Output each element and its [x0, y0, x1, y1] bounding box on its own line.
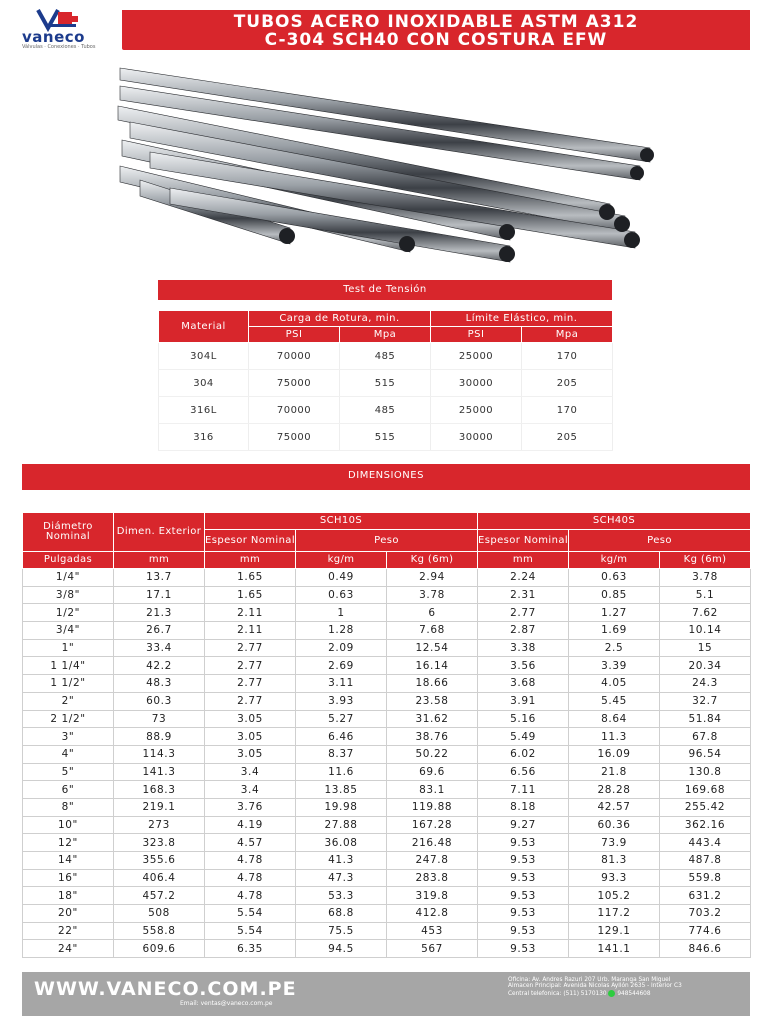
table-cell: 117.2 [569, 905, 660, 923]
email-link[interactable]: Email: ventas@vaneco.com.pe [180, 1000, 273, 1007]
header-material: Material [159, 311, 249, 343]
table-cell: 3.38 [478, 639, 569, 657]
table-cell: 70000 [249, 397, 340, 424]
table-cell: 75.5 [296, 922, 387, 940]
table-cell: 169.68 [660, 781, 751, 799]
table-cell: 3.76 [205, 798, 296, 816]
tension-row [159, 424, 613, 451]
table-cell: 2.11 [205, 604, 296, 622]
table-cell: 2.31 [478, 586, 569, 604]
table-cell: 13.85 [296, 781, 387, 799]
dimension-row [23, 675, 751, 693]
table-cell: 18.66 [387, 675, 478, 693]
table-cell: 9.53 [478, 905, 569, 923]
table-cell: 21.8 [569, 763, 660, 781]
table-cell: 10.14 [660, 622, 751, 640]
table-cell: 33.4 [114, 639, 205, 657]
table-cell: 412.8 [387, 905, 478, 923]
table-cell: 609.6 [114, 940, 205, 958]
table-cell: 170 [522, 397, 613, 424]
table-cell: 8" [23, 798, 114, 816]
table-cell: 167.28 [387, 816, 478, 834]
table-cell: 32.7 [660, 692, 751, 710]
table-cell: 16.14 [387, 657, 478, 675]
phone-number: Central telefonica: (511) 5170130 [508, 990, 607, 997]
tension-title: Test de Tensión [158, 280, 612, 300]
table-cell: 114.3 [114, 745, 205, 763]
table-cell: 3.4 [205, 781, 296, 799]
table-cell: 355.6 [114, 852, 205, 870]
table-cell: 1.69 [569, 622, 660, 640]
table-cell: 0.49 [296, 569, 387, 587]
tension-row [159, 370, 613, 397]
table-cell: 4.19 [205, 816, 296, 834]
table-cell: 12.54 [387, 639, 478, 657]
table-cell: 5.49 [478, 728, 569, 746]
table-cell: 3.11 [296, 675, 387, 693]
table-cell: 7.11 [478, 781, 569, 799]
phone-line [508, 990, 748, 997]
table-cell: 2.09 [296, 639, 387, 657]
table-cell: 9.53 [478, 940, 569, 958]
table-cell: 60.36 [569, 816, 660, 834]
dimension-row [23, 569, 751, 587]
table-cell: 4.78 [205, 869, 296, 887]
table-cell: 443.4 [660, 834, 751, 852]
table-cell: 3/8" [23, 586, 114, 604]
table-cell: 2.77 [205, 639, 296, 657]
table-cell: 362.16 [660, 816, 751, 834]
table-cell: 4.57 [205, 834, 296, 852]
table-cell: 205 [522, 424, 613, 451]
table-cell: 9.53 [478, 922, 569, 940]
header-limite: Límite Elástico, min. [431, 311, 613, 327]
header-psi: PSI [249, 327, 340, 343]
table-cell: 31.62 [387, 710, 478, 728]
sub-kgm: kg/m [296, 552, 387, 569]
table-cell: 93.3 [569, 869, 660, 887]
table-cell: 508 [114, 905, 205, 923]
table-cell: 94.5 [296, 940, 387, 958]
table-cell: 9.53 [478, 887, 569, 905]
header-mpa: Mpa [340, 327, 431, 343]
table-cell: 23.58 [387, 692, 478, 710]
table-cell: 2.77 [205, 675, 296, 693]
table-cell: 457.2 [114, 887, 205, 905]
header-dimen: Dimen. Exterior [114, 513, 205, 552]
table-cell: 0.85 [569, 586, 660, 604]
table-cell: 48.3 [114, 675, 205, 693]
table-cell: 3.56 [478, 657, 569, 675]
dimension-row [23, 869, 751, 887]
table-cell: 6.02 [478, 745, 569, 763]
sub-mm: mm [478, 552, 569, 569]
table-cell: 7.62 [660, 604, 751, 622]
table-cell: 70000 [249, 343, 340, 370]
dimension-row [23, 905, 751, 923]
table-cell: 73.9 [569, 834, 660, 852]
table-cell: 17.1 [114, 586, 205, 604]
table-cell: 2 1/2" [23, 710, 114, 728]
whatsapp-icon [608, 990, 615, 997]
dimension-row [23, 763, 751, 781]
table-cell: 1 1/2" [23, 675, 114, 693]
table-cell: 141.3 [114, 763, 205, 781]
table-cell: 2.11 [205, 622, 296, 640]
table-cell: 0.63 [569, 569, 660, 587]
table-cell: 11.3 [569, 728, 660, 746]
sub-mm: mm [205, 552, 296, 569]
tension-rows [159, 343, 613, 451]
table-cell: 1/4" [23, 569, 114, 587]
table-cell: 3.05 [205, 728, 296, 746]
table-cell: 316 [159, 424, 249, 451]
table-cell: 1 1/4" [23, 657, 114, 675]
table-cell: 255.42 [660, 798, 751, 816]
table-cell: 9.53 [478, 834, 569, 852]
table-cell: 16" [23, 869, 114, 887]
dimension-row [23, 586, 751, 604]
table-cell: 67.8 [660, 728, 751, 746]
table-cell: 5.54 [205, 922, 296, 940]
table-cell: 130.8 [660, 763, 751, 781]
table-cell: 1.65 [205, 569, 296, 587]
title-line-1: TUBOS ACERO INOXIDABLE ASTM A312 [233, 12, 639, 32]
table-cell: 846.6 [660, 940, 751, 958]
dimension-row [23, 604, 751, 622]
dimension-row [23, 710, 751, 728]
table-cell: 11.6 [296, 763, 387, 781]
table-cell: 16.09 [569, 745, 660, 763]
table-cell: 20.34 [660, 657, 751, 675]
table-cell: 24.3 [660, 675, 751, 693]
table-cell: 2.5 [569, 639, 660, 657]
whatsapp-number: 948544608 [617, 990, 651, 997]
table-cell: 170 [522, 343, 613, 370]
table-cell: 2.77 [205, 692, 296, 710]
table-cell: 9.53 [478, 869, 569, 887]
table-cell: 703.2 [660, 905, 751, 923]
table-cell: 129.1 [569, 922, 660, 940]
table-cell: 3.93 [296, 692, 387, 710]
table-cell: 3/4" [23, 622, 114, 640]
header-peso: Peso [569, 530, 751, 552]
table-cell: 219.1 [114, 798, 205, 816]
table-cell: 1.28 [296, 622, 387, 640]
table-cell: 15 [660, 639, 751, 657]
header-peso: Peso [296, 530, 478, 552]
table-cell: 24" [23, 940, 114, 958]
table-cell: 6 [387, 604, 478, 622]
sub-mm: mm [114, 552, 205, 569]
table-cell: 485 [340, 397, 431, 424]
table-cell: 2.24 [478, 569, 569, 587]
table-cell: 5.54 [205, 905, 296, 923]
dimension-row [23, 728, 751, 746]
table-cell: 406.4 [114, 869, 205, 887]
dimension-row [23, 745, 751, 763]
header-carga: Carga de Rotura, min. [249, 311, 431, 327]
table-cell: 47.3 [296, 869, 387, 887]
table-cell: 8.18 [478, 798, 569, 816]
table-cell: 316L [159, 397, 249, 424]
logo-wordmark: vaneco [22, 28, 85, 46]
table-cell: 304 [159, 370, 249, 397]
dimension-row [23, 887, 751, 905]
table-cell: 247.8 [387, 852, 478, 870]
sub-kg6m: Kg (6m) [387, 552, 478, 569]
table-cell: 141.1 [569, 940, 660, 958]
pipes-photo [110, 56, 658, 268]
table-cell: 36.08 [296, 834, 387, 852]
table-cell: 2.94 [387, 569, 478, 587]
table-cell: 515 [340, 370, 431, 397]
table-cell: 6.56 [478, 763, 569, 781]
header-espesor: Espesor Nominal [205, 530, 296, 552]
table-cell: 558.8 [114, 922, 205, 940]
table-cell: 5.16 [478, 710, 569, 728]
table-cell: 1/2" [23, 604, 114, 622]
table-cell: 51.84 [660, 710, 751, 728]
table-cell: 5.27 [296, 710, 387, 728]
table-cell: 60.3 [114, 692, 205, 710]
table-cell: 2.77 [478, 604, 569, 622]
dimension-row [23, 657, 751, 675]
dimension-row [23, 798, 751, 816]
table-cell: 6.35 [205, 940, 296, 958]
table-cell: 12" [23, 834, 114, 852]
table-cell: 5.1 [660, 586, 751, 604]
table-cell: 4" [23, 745, 114, 763]
table-cell: 21.3 [114, 604, 205, 622]
tension-row [159, 343, 613, 370]
table-cell: 27.88 [296, 816, 387, 834]
table-cell: 4.05 [569, 675, 660, 693]
table-cell: 9.27 [478, 816, 569, 834]
table-cell: 4.78 [205, 852, 296, 870]
tension-table [158, 310, 613, 451]
table-cell: 25000 [431, 343, 522, 370]
table-cell: 81.3 [569, 852, 660, 870]
table-cell: 3" [23, 728, 114, 746]
table-cell: 3.91 [478, 692, 569, 710]
dimension-row [23, 781, 751, 799]
table-cell: 19.98 [296, 798, 387, 816]
table-cell: 14" [23, 852, 114, 870]
table-cell: 774.6 [660, 922, 751, 940]
table-cell: 453 [387, 922, 478, 940]
table-cell: 119.88 [387, 798, 478, 816]
table-cell: 8.64 [569, 710, 660, 728]
header-sch40: SCH40S [478, 513, 751, 530]
dimension-row [23, 639, 751, 657]
table-cell: 205 [522, 370, 613, 397]
table-cell: 0.63 [296, 586, 387, 604]
table-cell: 53.3 [296, 887, 387, 905]
table-cell: 7.68 [387, 622, 478, 640]
table-cell: 1.27 [569, 604, 660, 622]
table-cell: 515 [340, 424, 431, 451]
logo-tagline: Válvulas · Conexiones · Tubos [22, 44, 96, 50]
table-cell: 3.39 [569, 657, 660, 675]
table-cell: 22" [23, 922, 114, 940]
table-cell: 96.54 [660, 745, 751, 763]
table-cell: 3.78 [660, 569, 751, 587]
table-cell: 2.69 [296, 657, 387, 675]
table-cell: 26.7 [114, 622, 205, 640]
table-cell: 69.6 [387, 763, 478, 781]
table-cell: 75000 [249, 370, 340, 397]
dimension-row [23, 692, 751, 710]
contact-info [508, 977, 748, 997]
table-cell: 88.9 [114, 728, 205, 746]
table-cell: 1.65 [205, 586, 296, 604]
table-cell: 38.76 [387, 728, 478, 746]
table-cell: 485 [340, 343, 431, 370]
table-cell: 30000 [431, 424, 522, 451]
table-cell: 73 [114, 710, 205, 728]
table-cell: 18" [23, 887, 114, 905]
table-cell: 323.8 [114, 834, 205, 852]
table-cell: 10" [23, 816, 114, 834]
dimension-row [23, 852, 751, 870]
table-cell: 559.8 [660, 869, 751, 887]
table-cell: 4.78 [205, 887, 296, 905]
table-cell: 42.2 [114, 657, 205, 675]
table-cell: 9.53 [478, 852, 569, 870]
tension-row [159, 397, 613, 424]
table-cell: 42.57 [569, 798, 660, 816]
table-cell: 13.7 [114, 569, 205, 587]
table-cell: 3.05 [205, 710, 296, 728]
dimension-row [23, 922, 751, 940]
table-cell: 2.77 [205, 657, 296, 675]
header-psi: PSI [431, 327, 522, 343]
table-cell: 1 [296, 604, 387, 622]
sub-kg6m: Kg (6m) [660, 552, 751, 569]
table-cell: 5" [23, 763, 114, 781]
table-cell: 50.22 [387, 745, 478, 763]
table-cell: 168.3 [114, 781, 205, 799]
table-cell: 41.3 [296, 852, 387, 870]
dimensions-table [22, 512, 751, 958]
dimensions-rows [23, 569, 751, 958]
table-cell: 3.05 [205, 745, 296, 763]
table-cell: 273 [114, 816, 205, 834]
table-cell: 28.28 [569, 781, 660, 799]
table-cell: 5.45 [569, 692, 660, 710]
office-address: Oficina: Av. Andres Razuri 207 Urb. Maranga San Miguel [508, 977, 671, 983]
table-cell: 75000 [249, 424, 340, 451]
dimension-row [23, 622, 751, 640]
title-banner [122, 10, 750, 50]
table-cell: 25000 [431, 397, 522, 424]
table-cell: 6.46 [296, 728, 387, 746]
title-line-2: C-304 SCH40 CON COSTURA EFW [264, 30, 608, 50]
table-cell: 20" [23, 905, 114, 923]
sub-kgm: kg/m [569, 552, 660, 569]
warehouse-address: Almacen Principal: Avenida Nicolas Ayllón 2635 - Interior C3 [508, 983, 682, 990]
table-cell: 8.37 [296, 745, 387, 763]
table-cell: 567 [387, 940, 478, 958]
table-cell: 2.87 [478, 622, 569, 640]
header-mpa: Mpa [522, 327, 613, 343]
dimension-row [23, 816, 751, 834]
table-cell: 3.4 [205, 763, 296, 781]
dimensions-title: DIMENSIONES [22, 464, 750, 490]
table-cell: 216.48 [387, 834, 478, 852]
table-cell: 283.8 [387, 869, 478, 887]
website-link[interactable]: WWW.VANECO.COM.PE [34, 978, 297, 1000]
table-cell: 30000 [431, 370, 522, 397]
table-cell: 83.1 [387, 781, 478, 799]
table-cell: 1" [23, 639, 114, 657]
table-cell: 304L [159, 343, 249, 370]
header-sch10: SCH10S [205, 513, 478, 530]
header-espesor: Espesor Nominal [478, 530, 569, 552]
table-cell: 2" [23, 692, 114, 710]
table-cell: 105.2 [569, 887, 660, 905]
table-cell: 631.2 [660, 887, 751, 905]
table-cell: 68.8 [296, 905, 387, 923]
table-cell: 3.78 [387, 586, 478, 604]
sub-pulgadas: Pulgadas [23, 552, 114, 569]
dimension-row [23, 834, 751, 852]
table-cell: 487.8 [660, 852, 751, 870]
table-cell: 319.8 [387, 887, 478, 905]
table-cell: 6" [23, 781, 114, 799]
header-diametro: Diámetro Nominal [23, 513, 114, 552]
table-cell: 3.68 [478, 675, 569, 693]
dimension-row [23, 940, 751, 958]
